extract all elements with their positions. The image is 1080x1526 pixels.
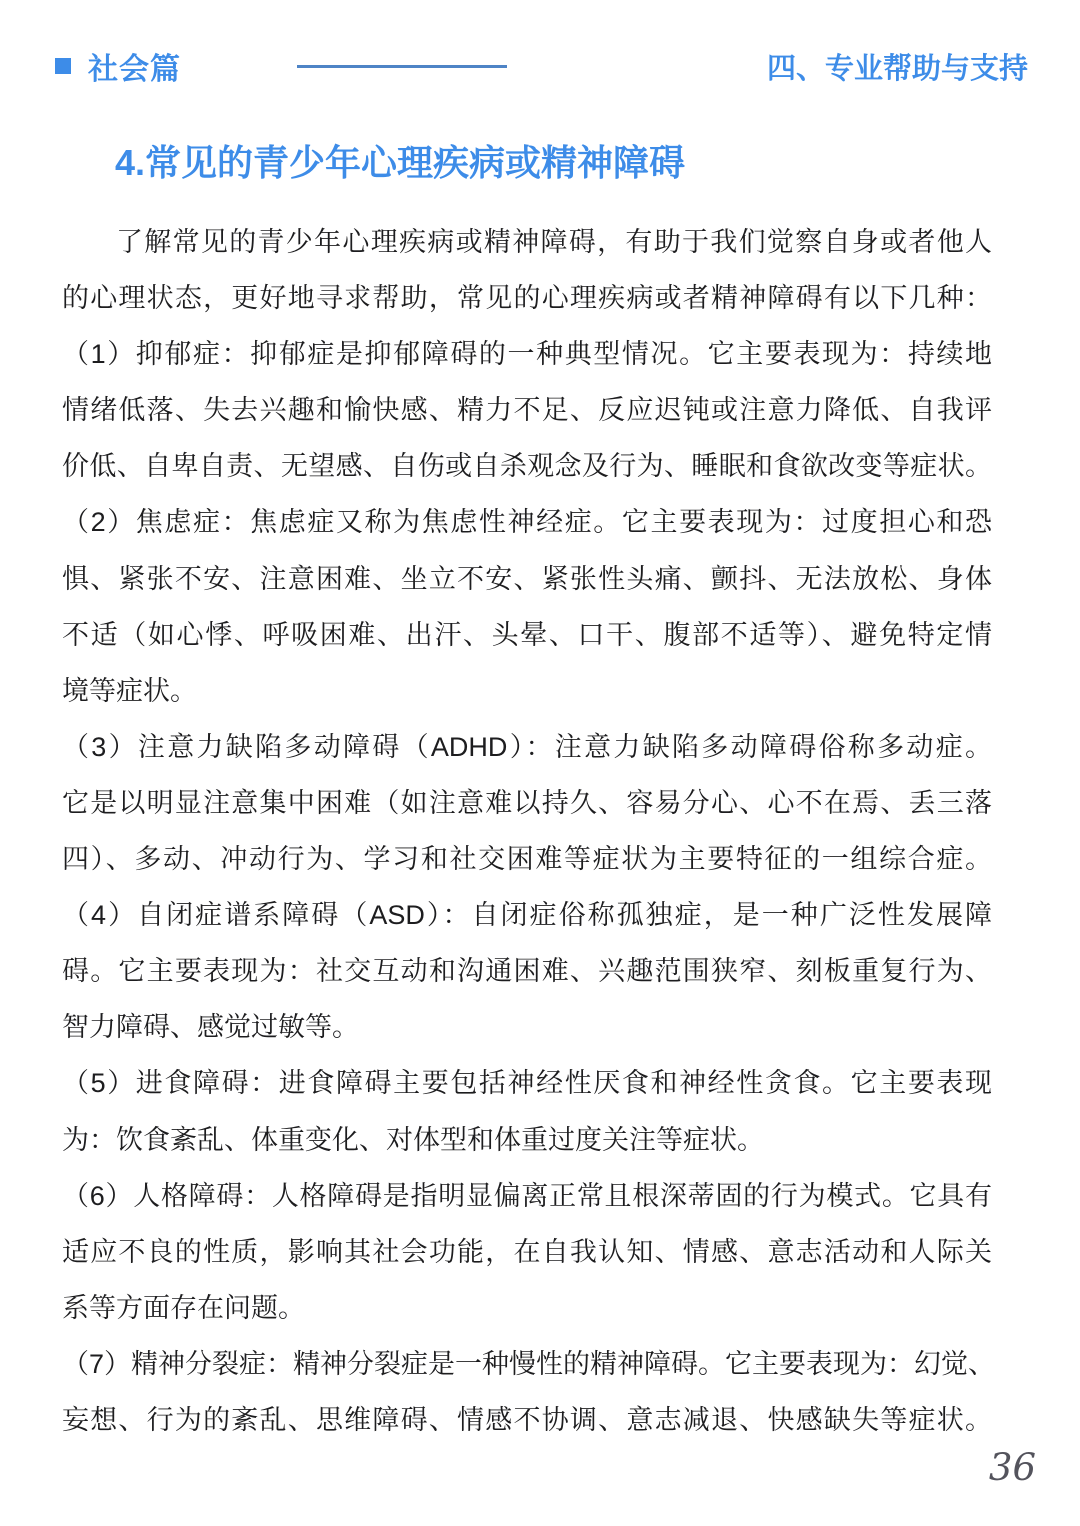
body-text (62, 214, 996, 1448)
body-line: 价低、自卑自责、无望感、自伤或自杀观念及行为、睡眠和食欲改变等症状。 (62, 451, 992, 482)
body-line: 适应不良的性质，影响其社会功能，在自我认知、情感、意志活动和人际关 (62, 1236, 992, 1267)
body-line: （3）注意力缺陷多动障碍（ADHD）：注意力缺陷多动障碍俗称多动症。 (62, 731, 992, 762)
section-label: 社会篇 (88, 53, 181, 86)
body-line: （4）自闭症谱系障碍（ASD）：自闭症俗称孤独症，是一种广泛性发展障 (62, 900, 992, 931)
body-line: （7）精神分裂症：精神分裂症是一种慢性的精神障碍。它主要表现为：幻觉、 (62, 1348, 996, 1379)
chapter-label: 四、专业帮助与支持 (766, 52, 1028, 85)
body-line: 了解常见的青少年心理疾病或精神障碍，有助于我们觉察自身或者他人 (116, 227, 992, 257)
body-line: 情绪低落、失去兴趣和愉快感、精力不足、反应迟钝或注意力降低、自我评 (62, 395, 992, 426)
header-divider (297, 65, 507, 68)
body-line: 境等症状。 (62, 675, 197, 706)
body-line: 惧、紧张不安、注意困难、坐立不安、紧张性头痛、颤抖、无法放松、身体 (62, 563, 992, 594)
body-line: 妄想、行为的紊乱、思维障碍、情感不协调、意志减退、快感缺失等症状。 (62, 1404, 992, 1435)
body-line: （6）人格障碍：人格障碍是指明显偏离正常且根深蒂固的行为模式。它具有 (62, 1180, 992, 1211)
body-line: 为：饮食紊乱、体重变化、对体型和体重过度关注等症状。 (62, 1124, 764, 1155)
page-number: 36 (988, 1446, 1036, 1489)
body-line: 的心理状态，更好地寻求帮助，常见的心理疾病或者精神障碍有以下几种： (62, 283, 992, 314)
body-line: （2）焦虑症：焦虑症又称为焦虑性神经症。它主要表现为：过度担心和恐 (62, 507, 992, 538)
body-line: 不适（如心悸、呼吸困难、出汗、头晕、口干、腹部不适等）、避免特定情 (62, 619, 992, 650)
page-title: 4.常见的青少年心理疾病或精神障碍 (115, 142, 686, 183)
body-line: （1）抑郁症：抑郁症是抑郁障碍的一种典型情况。它主要表现为：持续地 (62, 339, 992, 370)
body-line: 智力障碍、感觉过敏等。 (62, 1012, 359, 1043)
body-line: 四）、多动、冲动行为、学习和社交困难等症状为主要特征的一组综合症。 (62, 844, 992, 875)
body-line: 系等方面存在问题。 (62, 1292, 305, 1323)
page-header (55, 50, 1028, 86)
body-line: （5）进食障碍：进食障碍主要包括神经性厌食和神经性贪食。它主要表现 (62, 1068, 992, 1099)
body-line: 碍。它主要表现为：社交互动和沟通困难、兴趣范围狭窄、刻板重复行为、 (62, 956, 992, 987)
square-bullet-icon (55, 58, 71, 74)
body-line: 它是以明显注意集中困难（如注意难以持久、容易分心、心不在焉、丢三落 (62, 787, 992, 818)
